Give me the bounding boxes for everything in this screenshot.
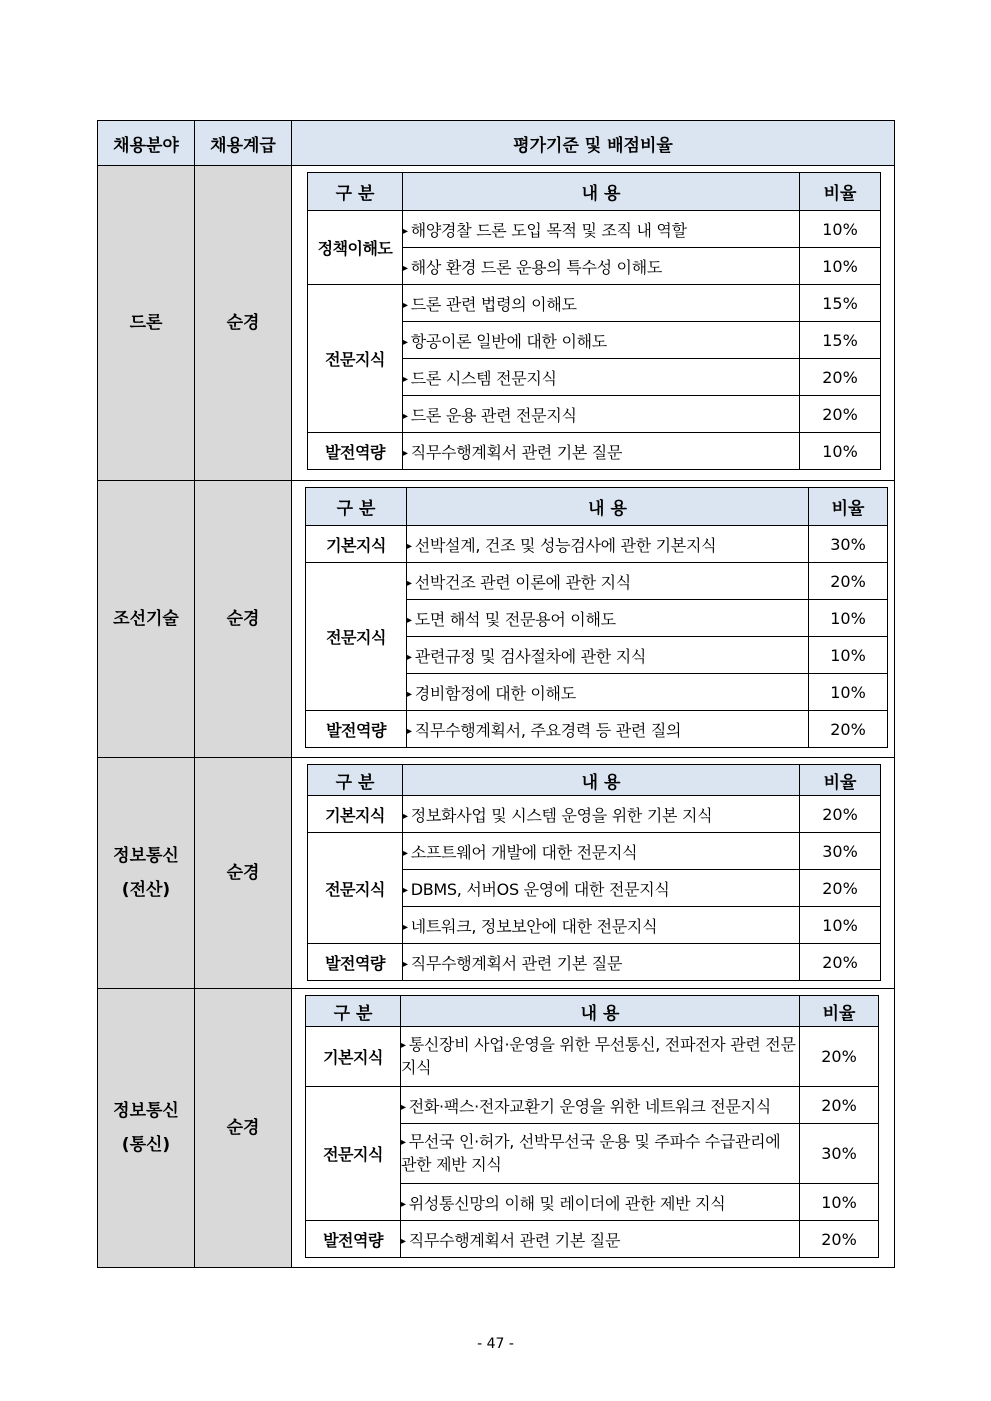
- criteria-header-row: [306, 488, 888, 526]
- ratio-cell: 20%: [800, 796, 881, 833]
- grade-cell: [195, 481, 292, 758]
- criteria-row: [308, 211, 881, 248]
- bullet-icon: ▸: [401, 1198, 406, 1210]
- bullet-icon: ▸: [403, 299, 408, 311]
- content-cell: [403, 211, 800, 248]
- content-cell: [403, 833, 800, 870]
- field-name: 정보통신: [113, 846, 179, 866]
- criteria-header-row: [308, 173, 881, 211]
- criteria-cell: [292, 758, 895, 989]
- content-cell: [403, 870, 800, 907]
- ratio-cell: 10%: [809, 674, 888, 711]
- criteria-row: [306, 526, 888, 563]
- section-row: [98, 758, 895, 989]
- grade-cell: [195, 166, 292, 481]
- field-name: 정보통신: [113, 1101, 179, 1121]
- category-cell: 전문지식: [306, 1087, 401, 1221]
- content-cell: [407, 674, 809, 711]
- criteria-header-row: [308, 765, 881, 796]
- content-cell: [401, 1087, 800, 1124]
- category-cell: 전문지식: [306, 563, 407, 711]
- content-cell: [401, 1027, 800, 1087]
- field-subname: (전산): [121, 880, 171, 900]
- content-text: 경비함정에 대한 이해도: [414, 683, 576, 703]
- bullet-icon: ▸: [403, 847, 408, 859]
- ratio-cell: 10%: [800, 1184, 879, 1221]
- header-ratio: 비율: [800, 765, 881, 796]
- field-cell: [98, 989, 195, 1268]
- ratio-cell: 15%: [800, 285, 881, 322]
- content-text: 정보화사업 및 시스템 운영을 위한 기본 지식: [410, 805, 713, 825]
- bullet-icon: ▸: [403, 958, 408, 970]
- content-text: 해양경찰 드론 도입 목적 및 조직 내 역할: [410, 220, 687, 240]
- header-content: 내 용: [403, 765, 800, 796]
- content-cell: [403, 907, 800, 944]
- content-cell: [407, 600, 809, 637]
- content-cell: [403, 396, 800, 433]
- category-cell: 발전역량: [306, 1221, 401, 1258]
- content-text: 도면 해석 및 전문용어 이해도: [414, 609, 616, 629]
- content-text: 드론 관련 법령의 이해도: [410, 294, 577, 314]
- content-text: DBMS, 서버OS 운영에 대한 전문지식: [410, 879, 670, 899]
- field-subname: (통신): [121, 1135, 171, 1155]
- header-content: 내 용: [401, 996, 800, 1027]
- ratio-cell: 10%: [809, 600, 888, 637]
- header-category: 구 분: [308, 765, 403, 796]
- ratio-cell: 30%: [809, 526, 888, 563]
- criteria-row: [308, 796, 881, 833]
- ratio-cell: 30%: [800, 1124, 879, 1184]
- content-cell: [403, 796, 800, 833]
- criteria-header-row: [306, 996, 879, 1027]
- content-text: 항공이론 일반에 대한 이해도: [410, 331, 607, 351]
- criteria-cell: [292, 989, 895, 1268]
- category-cell: 발전역량: [306, 711, 407, 748]
- category-cell: 기본지식: [306, 1027, 401, 1087]
- category-cell: 기본지식: [308, 796, 403, 833]
- criteria-row: [308, 285, 881, 322]
- criteria-row: [308, 433, 881, 470]
- header-content: 내 용: [407, 488, 809, 526]
- category-cell: 전문지식: [308, 285, 403, 433]
- header-field: 채용분야: [98, 121, 195, 166]
- content-text: 관련규정 및 검사절차에 관한 지식: [414, 646, 647, 666]
- bullet-icon: ▸: [407, 577, 412, 589]
- bullet-icon: ▸: [403, 225, 408, 237]
- criteria-table: [307, 764, 881, 981]
- criteria-cell: [292, 166, 895, 481]
- ratio-cell: 20%: [800, 1027, 879, 1087]
- content-cell: [407, 711, 809, 748]
- ratio-cell: 10%: [800, 248, 881, 285]
- bullet-icon: ▸: [407, 725, 412, 737]
- header-ratio: 비율: [800, 996, 879, 1027]
- criteria-row: [306, 1027, 879, 1087]
- section-row: [98, 989, 895, 1268]
- header-content: 내 용: [403, 173, 800, 211]
- bullet-icon: ▸: [407, 651, 412, 663]
- bullet-icon: ▸: [403, 810, 408, 822]
- bullet-icon: ▸: [403, 373, 408, 385]
- content-cell: [403, 944, 800, 981]
- ratio-cell: 10%: [800, 907, 881, 944]
- field-cell: [98, 481, 195, 758]
- header-ratio: 비율: [809, 488, 888, 526]
- criteria-row: [308, 944, 881, 981]
- bullet-icon: ▸: [401, 1040, 406, 1051]
- category-cell: 정책이해도: [308, 211, 403, 285]
- header-grade: 채용계급: [195, 121, 292, 166]
- grade-name: 순경: [226, 863, 260, 883]
- content-text: 통신장비 사업·운영을 위한 무선통신, 전파전자 관련 전문지식: [401, 1035, 796, 1077]
- ratio-cell: 15%: [800, 322, 881, 359]
- ratio-cell: 30%: [800, 833, 881, 870]
- section-row: [98, 166, 895, 481]
- header-category: 구 분: [308, 173, 403, 211]
- ratio-cell: 10%: [800, 211, 881, 248]
- grade-name: 순경: [226, 313, 260, 333]
- bullet-icon: ▸: [403, 336, 408, 348]
- content-text: 직무수행계획서 관련 기본 질문: [410, 953, 623, 973]
- criteria-row: [306, 711, 888, 748]
- bullet-icon: ▸: [407, 688, 412, 700]
- bullet-icon: ▸: [401, 1137, 406, 1148]
- content-text: 해상 환경 드론 운용의 특수성 이해도: [410, 257, 663, 277]
- category-cell: 발전역량: [308, 944, 403, 981]
- bullet-icon: ▸: [403, 921, 408, 933]
- content-text: 드론 운용 관련 전문지식: [410, 405, 577, 425]
- field-name: 조선기술: [113, 609, 179, 629]
- bullet-icon: ▸: [403, 410, 408, 422]
- grade-cell: [195, 989, 292, 1268]
- content-cell: [401, 1184, 800, 1221]
- page-number: - 47 -: [477, 1336, 514, 1352]
- bullet-icon: ▸: [403, 447, 408, 459]
- evaluation-criteria-table: [97, 120, 895, 1268]
- content-cell: [401, 1124, 800, 1184]
- header-ratio: 비율: [800, 173, 881, 211]
- category-cell: 발전역량: [308, 433, 403, 470]
- content-cell: [401, 1221, 800, 1258]
- content-text: 무선국 인·허가, 선박무선국 운용 및 주파수 수급관리에 관한 제반 지식: [401, 1132, 781, 1174]
- category-cell: 전문지식: [308, 833, 403, 944]
- ratio-cell: 20%: [809, 711, 888, 748]
- content-text: 직무수행계획서 관련 기본 질문: [410, 442, 623, 462]
- content-text: 드론 시스템 전문지식: [410, 368, 557, 388]
- content-cell: [403, 322, 800, 359]
- bullet-icon: ▸: [401, 1101, 406, 1113]
- content-text: 선박설계, 건조 및 성능검사에 관한 기본지식: [414, 535, 717, 555]
- content-cell: [407, 637, 809, 674]
- bullet-icon: ▸: [403, 262, 408, 274]
- field-name: 드론: [129, 313, 163, 333]
- content-text: 위성통신망의 이해 및 레이더에 관한 제반 지식: [408, 1193, 726, 1213]
- ratio-cell: 20%: [800, 359, 881, 396]
- content-text: 네트워크, 정보보안에 대한 전문지식: [410, 916, 658, 936]
- content-cell: [407, 563, 809, 600]
- criteria-table: [305, 995, 879, 1258]
- content-text: 직무수행계획서 관련 기본 질문: [408, 1230, 621, 1250]
- ratio-cell: 20%: [800, 944, 881, 981]
- header-category: 구 분: [306, 488, 407, 526]
- criteria-table: [307, 172, 881, 470]
- content-cell: [403, 359, 800, 396]
- criteria-table: [305, 487, 888, 748]
- content-cell: [403, 248, 800, 285]
- ratio-cell: 20%: [800, 1221, 879, 1258]
- content-cell: [407, 526, 809, 563]
- bullet-icon: ▸: [407, 540, 412, 552]
- category-cell: 기본지식: [306, 526, 407, 563]
- ratio-cell: 20%: [800, 870, 881, 907]
- bullet-icon: ▸: [401, 1235, 406, 1247]
- field-cell: [98, 758, 195, 989]
- criteria-row: [306, 1221, 879, 1258]
- ratio-cell: 20%: [800, 396, 881, 433]
- header-category: 구 분: [306, 996, 401, 1027]
- criteria-cell: [292, 481, 895, 758]
- criteria-row: [306, 563, 888, 600]
- ratio-cell: 20%: [800, 1087, 879, 1124]
- bullet-icon: ▸: [403, 884, 408, 896]
- content-text: 직무수행계획서, 주요경력 등 관련 질의: [414, 720, 682, 740]
- content-text: 전화·팩스·전자교환기 운영을 위한 네트워크 전문지식: [408, 1096, 771, 1116]
- content-text: 선박건조 관련 이론에 관한 지식: [414, 572, 631, 592]
- section-row: [98, 481, 895, 758]
- ratio-cell: 10%: [809, 637, 888, 674]
- ratio-cell: 20%: [809, 563, 888, 600]
- grade-cell: [195, 758, 292, 989]
- header-criteria: 평가기준 및 배점비율: [292, 121, 895, 166]
- content-text: 소프트웨어 개발에 대한 전문지식: [410, 842, 638, 862]
- criteria-row: [306, 1087, 879, 1124]
- field-cell: [98, 166, 195, 481]
- criteria-row: [308, 833, 881, 870]
- grade-name: 순경: [226, 1118, 260, 1138]
- grade-name: 순경: [226, 609, 260, 629]
- ratio-cell: 10%: [800, 433, 881, 470]
- content-cell: [403, 285, 800, 322]
- content-cell: [403, 433, 800, 470]
- outer-header-row: [98, 121, 895, 166]
- bullet-icon: ▸: [407, 614, 412, 626]
